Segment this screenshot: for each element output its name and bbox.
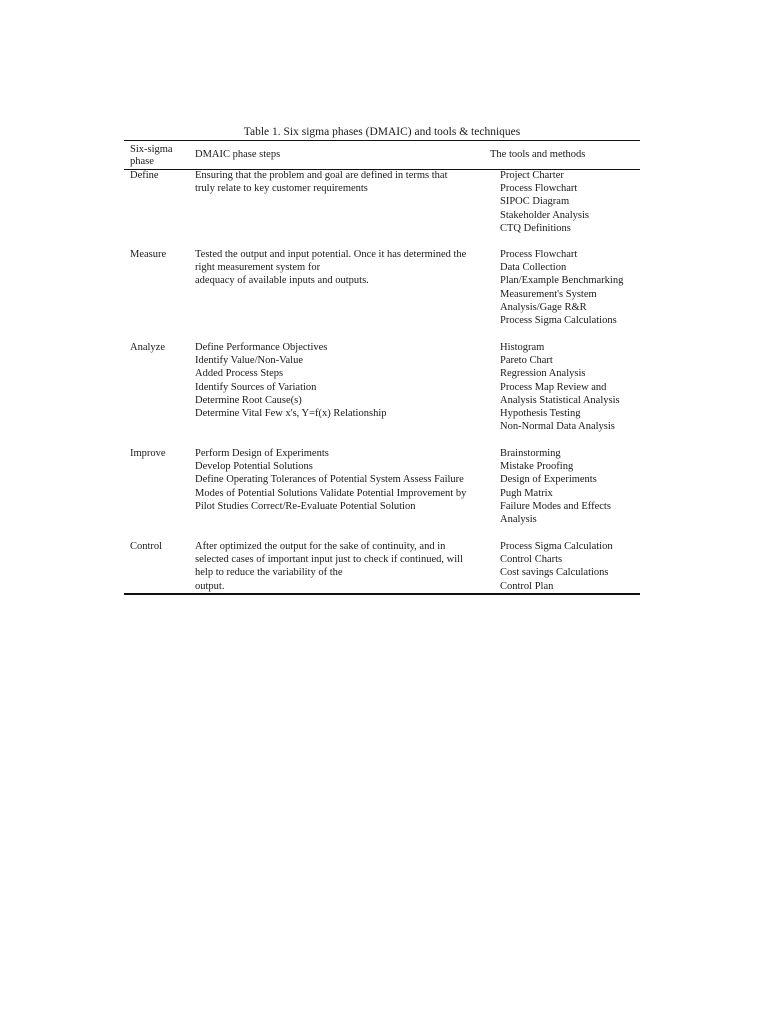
- steps-measure: [195, 248, 495, 288]
- tool-line: Pareto Chart: [500, 355, 553, 367]
- tools-analyze: [500, 341, 640, 433]
- tool-line: Plan/Example Benchmarking: [500, 275, 624, 287]
- header-steps: DMAIC phase steps: [195, 149, 281, 160]
- tool-line: CTQ Definitions: [500, 222, 571, 234]
- tool-line: Regression Analysis: [500, 368, 586, 380]
- step-line: Identify Sources of Variation: [195, 381, 317, 393]
- step-line: After optimized the output for the sake of continuity, and in: [195, 541, 446, 552]
- tool-line: Control Charts: [500, 554, 563, 566]
- phase-define: Define: [130, 170, 159, 181]
- step-line: help to reduce the variability of the: [195, 567, 343, 579]
- tool-line: Process Map Review and: [500, 381, 607, 393]
- tool-line: Histogram: [500, 342, 545, 353]
- step-line: Perform Design of Experiments: [195, 448, 329, 459]
- tool-line: Analysis/Gage R&R: [500, 301, 587, 313]
- tool-line: Analysis: [500, 514, 537, 526]
- step-line: Develop Potential Solutions: [195, 461, 313, 473]
- tools-define: [500, 169, 640, 235]
- step-line: Modes of Potential Solutions Validate Potential Improvement by: [195, 487, 467, 499]
- step-line: Ensuring that the problem and goal are defined in terms that: [195, 170, 448, 181]
- tool-line: Process Sigma Calculations: [500, 315, 617, 327]
- tool-line: Process Sigma Calculation: [500, 541, 613, 552]
- step-line: truly relate to key customer requirements: [195, 183, 368, 195]
- table-top-rule: [124, 140, 640, 141]
- tool-line: Analysis Statistical Analysis: [500, 394, 620, 406]
- steps-analyze: [195, 341, 495, 420]
- step-line: Identify Value/Non-Value: [195, 355, 303, 367]
- table-bottom-rule: [124, 593, 640, 595]
- step-line: output.: [195, 580, 225, 592]
- steps-define: [195, 169, 495, 195]
- header-phase-line: Six-sigma: [130, 144, 173, 155]
- phase-measure: Measure: [130, 249, 167, 260]
- tool-line: Process Flowchart: [500, 249, 578, 260]
- steps-improve: [195, 447, 495, 513]
- step-line: adequacy of available inputs and outputs.: [195, 275, 369, 287]
- step-line: Define Operating Tolerances of Potential System Assess Failure: [195, 474, 464, 486]
- tool-line: Project Charter: [500, 170, 564, 181]
- tool-line: Stakeholder Analysis: [500, 209, 589, 221]
- tool-line: Design of Experiments: [500, 474, 597, 486]
- step-line: Determine Root Cause(s): [195, 394, 302, 406]
- step-line: Added Process Steps: [195, 368, 284, 380]
- tool-line: Measurement's System: [500, 288, 597, 300]
- tool-line: Hypothesis Testing: [500, 408, 581, 420]
- step-line: right measurement system for: [195, 262, 321, 274]
- tool-line: Mistake Proofing: [500, 461, 574, 473]
- tools-measure: [500, 248, 640, 327]
- phase-control: Control: [130, 541, 163, 552]
- step-line: Define Performance Objectives: [195, 342, 328, 353]
- tool-line: Cost savings Calculations: [500, 567, 609, 579]
- tools-control: [500, 540, 640, 593]
- header-phase-line: phase: [130, 155, 154, 167]
- step-line: Determine Vital Few x's, Y=f(x) Relationship: [195, 408, 387, 420]
- header-tools: The tools and methods: [490, 149, 586, 160]
- tool-line: Data Collection: [500, 262, 567, 274]
- header-phase: [130, 144, 192, 167]
- tools-improve: [500, 447, 640, 526]
- step-line: Tested the output and input potential. Once it has determined the: [195, 249, 467, 260]
- tool-line: Process Flowchart: [500, 183, 578, 195]
- table-caption: Table 1. Six sigma phases (DMAIC) and tools & techniques: [243, 126, 521, 138]
- phase-improve: Improve: [130, 448, 166, 459]
- tool-line: SIPOC Diagram: [500, 196, 570, 208]
- tool-line: Failure Modes and Effects: [500, 500, 611, 512]
- phase-analyze: Analyze: [130, 342, 165, 353]
- step-line: selected cases of important input just to check if continued, will: [195, 554, 463, 566]
- step-line: Pilot Studies Correct/Re-Evaluate Potential Solution: [195, 500, 416, 512]
- tool-line: Non-Normal Data Analysis: [500, 421, 615, 433]
- tool-line: Brainstorming: [500, 448, 561, 459]
- tool-line: Pugh Matrix: [500, 487, 553, 499]
- steps-control: [195, 540, 495, 593]
- tool-line: Control Plan: [500, 580, 554, 592]
